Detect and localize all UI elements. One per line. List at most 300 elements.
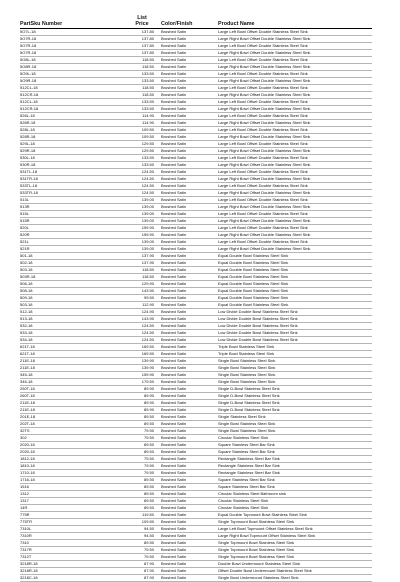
product-name-cell: Circular Stainless Steel Bathroom sink — [218, 491, 287, 496]
list-price-cell: 124.50 — [141, 323, 154, 328]
list-price-cell: 89.50 — [143, 477, 154, 482]
product-name-cell: Equal Double Bowl Stainless Steel Sink — [218, 288, 289, 293]
color-finish-cell: Brushed Satin — [161, 393, 187, 398]
table-row — [20, 218, 372, 225]
table-row — [20, 309, 372, 316]
color-finish-cell: Brushed Satin — [161, 162, 187, 167]
list-price-cell: 94.50 — [143, 526, 154, 531]
product-name-cell: Circular Stainless Steel Sink — [218, 505, 269, 510]
table-row — [20, 169, 372, 176]
table-row — [20, 365, 372, 372]
part-number-cell: 775R — [20, 512, 30, 517]
product-name-cell: Equal Double Bowl Stainless Steel Sink — [218, 274, 289, 279]
color-finish-cell: Brushed Satin — [161, 512, 187, 517]
table-row — [20, 400, 372, 407]
part-number-cell: 346-18 — [20, 379, 33, 384]
color-finish-cell: Brushed Satin — [161, 484, 187, 489]
list-price-cell: 139.90 — [141, 358, 154, 363]
part-number-cell: 521R — [20, 246, 30, 251]
product-name-cell: Large Left Bowl Offset Double Stainless Steel Sink — [218, 29, 308, 34]
part-number-cell: 1312 — [20, 491, 29, 496]
color-finish-cell: Brushed Satin — [161, 330, 187, 335]
part-number-cell: 250T-18 — [20, 386, 35, 391]
part-number-cell: 513-18 — [20, 316, 33, 321]
part-number-cell: 5O7R-18 — [20, 43, 37, 48]
table-row — [20, 491, 372, 498]
list-price-cell: 124.50 — [141, 330, 154, 335]
part-number-cell: 5O8L-18 — [20, 57, 36, 62]
list-price-cell: 124.50 — [141, 337, 154, 342]
list-price-cell: 118.50 — [142, 57, 154, 62]
part-number-cell: 5O9L-18 — [20, 71, 36, 76]
part-number-cell: 1716-18 — [20, 477, 35, 482]
list-price-cell: 89.50 — [143, 421, 154, 426]
product-name-cell: Single D-Bowl Stainless Steel Sink — [218, 386, 280, 391]
list-price-cell: 89.50 — [143, 498, 154, 503]
color-finish-cell: Brushed Satin — [161, 309, 187, 314]
list-price-cell: 79.50 — [143, 554, 154, 559]
product-name-cell: Large Left Bowl Offset Double Stainless Steel Sink — [218, 155, 308, 160]
color-finish-cell: Brushed Satin — [161, 134, 187, 139]
product-name-cell: Large Right Bowl Offset Double Stainless Steel Sink — [218, 64, 311, 69]
product-name-cell: Square Stainless Steel Bar Sink — [218, 449, 275, 454]
product-name-cell: Large Left Bowl Offset Double Stainless Steel Sink — [218, 211, 308, 216]
color-finish-cell: Brushed Satin — [161, 155, 187, 160]
table-row — [20, 78, 372, 85]
list-price-cell: 79.50 — [143, 547, 154, 552]
color-finish-cell: Brushed Satin — [161, 204, 187, 209]
color-finish-cell: Brushed Satin — [161, 183, 187, 188]
product-name-cell: Large Left Bowl Offset Double Stainless Steel Sink — [218, 43, 308, 48]
list-price-cell: 89.50 — [143, 484, 154, 489]
table-row — [20, 484, 372, 491]
table-row — [20, 36, 372, 43]
product-name-cell: Large Left Bowl Offset Double Stainless Steel Sink — [218, 239, 308, 244]
product-name-cell: Large Right Bowl Offset Double Stainless Steel Sink — [218, 190, 311, 195]
product-name-cell: Equal Double Bowl Stainless Steel Sink — [218, 253, 289, 258]
color-finish-cell: Brushed Satin — [161, 106, 187, 111]
color-finish-cell: Brushed Satin — [161, 232, 187, 237]
list-price-cell: 89.50 — [143, 414, 154, 419]
list-price-cell: 118.50 — [142, 85, 154, 90]
color-finish-cell: Brushed Satin — [161, 456, 187, 461]
list-price-cell: 139.90 — [141, 365, 154, 370]
list-price-cell: 94.50 — [143, 533, 154, 538]
color-finish-cell: Brushed Satin — [161, 316, 187, 321]
part-number-cell: 531TL-18 — [20, 169, 38, 174]
part-number-cell: 7310L — [20, 526, 32, 531]
product-name-cell: Single Bowl Stainless Steel Sink — [218, 372, 276, 377]
product-name-cell: Single D-Bowl Stainless Steel Sink — [218, 407, 280, 412]
table-row — [20, 407, 372, 414]
product-name-cell: Double Bowl Undermount Stainless Steel Sink — [218, 561, 301, 566]
product-name-cell: Equal Double Bowl Stainless Steel Sink — [218, 281, 289, 286]
color-finish-cell: Brushed Satin — [161, 463, 187, 468]
product-name-cell: Single Bowl Stainless Steel Sink — [218, 428, 276, 433]
part-number-cell: 512-18 — [20, 309, 33, 314]
list-price-cell: 99.50 — [143, 295, 154, 300]
product-name-cell: Single Topmount Bowl Stainless Steel Sink — [218, 547, 294, 552]
part-number-cell: 260T-18 — [20, 393, 35, 398]
product-name-cell: Square Stainless Steel Bar Sink — [218, 484, 275, 489]
color-finish-cell: Brushed Satin — [161, 64, 187, 69]
table-row — [20, 64, 372, 71]
part-number-cell: 529L-18 — [20, 141, 35, 146]
list-price-cell: 79.50 — [143, 463, 154, 468]
product-name-cell: Single Bowl Stainless Steel Sink — [218, 365, 276, 370]
part-number-cell: 512CL-18 — [20, 85, 38, 90]
list-price-cell: 79.50 — [143, 428, 154, 433]
color-finish-cell: Brushed Satin — [161, 169, 187, 174]
list-price-cell: 124.90 — [141, 309, 154, 314]
table-row — [20, 274, 372, 281]
table-row — [20, 414, 372, 421]
part-number-cell: 503-18 — [20, 302, 33, 307]
color-finish-cell: Brushed Satin — [161, 36, 187, 41]
color-finish-cell: Brushed Satin — [161, 470, 187, 475]
product-name-cell: Equal Double Bowl Stainless Steel Sink — [218, 267, 289, 272]
color-finish-cell: Brushed Satin — [161, 407, 187, 412]
product-name-cell: Large Right Bowl Offset Double Stainless Steel Sink — [218, 120, 311, 125]
color-finish-cell: Brushed Satin — [161, 561, 187, 566]
table-row — [20, 57, 372, 64]
table-row — [20, 302, 372, 309]
table-row — [20, 428, 372, 435]
table-row — [20, 421, 372, 428]
table-row — [20, 540, 372, 547]
part-number-cell: 521L — [20, 239, 29, 244]
part-number-cell: 526R-18 — [20, 120, 36, 125]
product-name-cell: Single Stainless Steel Sink — [218, 414, 266, 419]
list-price-cell: 109.50 — [141, 134, 154, 139]
part-number-cell: 1810-18 — [20, 463, 35, 468]
table-row — [20, 281, 372, 288]
color-finish-cell: Brushed Satin — [161, 358, 187, 363]
table-row — [20, 134, 372, 141]
table-row — [20, 554, 372, 561]
table-row — [20, 211, 372, 218]
list-price-cell: 109.50 — [141, 519, 154, 524]
part-number-cell: 211E-18 — [20, 400, 35, 405]
table-row — [20, 29, 372, 36]
list-price-cell: 139.00 — [141, 218, 154, 223]
list-price-cell: 119.50 — [142, 512, 154, 517]
color-finish-cell: Brushed Satin — [161, 365, 187, 370]
part-number-cell: 529R-18 — [20, 148, 36, 153]
list-price-cell: 137.80 — [141, 43, 154, 48]
part-number-cell: 2020-18 — [20, 442, 35, 447]
table-row — [20, 183, 372, 190]
color-finish-cell: Brushed Satin — [161, 260, 187, 265]
color-finish-cell: Brushed Satin — [161, 176, 187, 181]
table-row — [20, 316, 372, 323]
color-finish-cell: Brushed Satin — [161, 540, 187, 545]
table-row — [20, 232, 372, 239]
part-number-cell: 533-18 — [20, 330, 33, 335]
list-price-cell: 87.90 — [143, 575, 154, 580]
product-name-cell: Large Right Bowl Offset Double Stainless Steel Sink — [218, 218, 311, 223]
table-row — [20, 92, 372, 99]
list-price-cell: 89.90 — [143, 400, 154, 405]
part-number-cell: 501-18 — [20, 253, 33, 258]
color-finish-cell: Brushed Satin — [161, 379, 187, 384]
table-row — [20, 358, 372, 365]
table-row — [20, 470, 372, 477]
part-number-cell: 211E-18 — [20, 365, 35, 370]
list-price-cell: 89.50 — [143, 442, 154, 447]
list-price-cell: 114.90 — [142, 120, 154, 125]
header-list-price: List Price — [135, 15, 149, 27]
table-row — [20, 253, 372, 260]
color-finish-cell: Brushed Satin — [161, 351, 187, 356]
table-row — [20, 337, 372, 344]
part-number-cell: 506-18 — [20, 281, 33, 286]
color-finish-cell: Brushed Satin — [161, 253, 187, 258]
table-header — [20, 6, 372, 29]
part-number-cell: 302 — [20, 435, 27, 440]
header-part-number: PartSku Number — [20, 21, 63, 27]
product-name-cell: Rectangle Stainless Steel Bar Sink — [218, 463, 280, 468]
list-price-cell: 89.50 — [143, 540, 154, 545]
color-finish-cell: Brushed Satin — [161, 85, 187, 90]
part-number-cell: 520L — [20, 225, 29, 230]
part-number-cell: 515L — [20, 211, 29, 216]
list-price-cell: 139.00 — [141, 211, 154, 216]
product-name-cell: Triple Bowl Stainless Steel Sink — [218, 351, 275, 356]
table-row — [20, 260, 372, 267]
color-finish-cell: Brushed Satin — [161, 526, 187, 531]
part-number-cell: 621T-18 — [20, 344, 35, 349]
table-row — [20, 85, 372, 92]
part-number-cell: 1317 — [20, 498, 29, 503]
color-finish-cell: Brushed Satin — [161, 575, 187, 580]
list-price-cell: 159.90 — [141, 232, 154, 237]
color-finish-cell: Brushed Satin — [161, 218, 187, 223]
list-price-cell: 137.80 — [141, 50, 154, 55]
product-name-cell: Single Bowl Stainless Steel Sink — [218, 379, 276, 384]
product-name-cell: Large Right Bowl Offset Double Stainless Steel Sink — [218, 50, 311, 55]
color-finish-cell: Brushed Satin — [161, 372, 187, 377]
table-row — [20, 120, 372, 127]
color-finish-cell: Brushed Satin — [161, 197, 187, 202]
color-finish-cell: Brushed Satin — [161, 449, 187, 454]
list-price-cell: 118.50 — [142, 267, 154, 272]
table-row — [20, 127, 372, 134]
table-row — [20, 148, 372, 155]
part-number-cell: 503-18 — [20, 267, 33, 272]
table-row — [20, 575, 372, 582]
list-price-cell: 143.90 — [141, 288, 154, 293]
color-finish-cell: Brushed Satin — [161, 211, 187, 216]
list-price-cell: 137.90 — [141, 253, 154, 258]
part-number-cell: 3218C-18 — [20, 575, 38, 580]
color-finish-cell: Brushed Satin — [161, 50, 187, 55]
table-row — [20, 113, 372, 120]
part-number-cell: 621T-18 — [20, 351, 35, 356]
table-row — [20, 71, 372, 78]
table-row — [20, 246, 372, 253]
color-finish-cell: Brushed Satin — [161, 400, 187, 405]
color-finish-cell: Brushed Satin — [161, 281, 187, 286]
list-price-cell: 133.50 — [141, 71, 154, 76]
part-number-cell: 3218R-18 — [20, 561, 38, 566]
product-name-cell: Single Topmount Bowl Stainless Steel Sink — [218, 540, 294, 545]
product-name-cell: Square Stainless Steel Bar Sink — [218, 442, 275, 447]
product-name-cell: Single Bowl Undermount Stainless Steel Sink — [218, 575, 299, 580]
price-list-sheet — [20, 6, 372, 582]
list-price-cell: 124.50 — [141, 169, 154, 174]
product-name-cell: Single Bowl Stainless Steel Sink — [218, 358, 276, 363]
part-number-cell: 512CR-18 — [20, 106, 39, 111]
part-number-cell: 526L-18 — [20, 113, 35, 118]
product-name-cell: Rectangle Stainless Steel Bar Sink — [218, 470, 280, 475]
part-number-cell: 3218R-18 — [20, 568, 38, 573]
product-name-cell: Large Right Bowl Offset Double Stainless Steel Sink — [218, 36, 311, 41]
list-price-cell: 79.50 — [143, 470, 154, 475]
product-name-cell: Large Left Bowl Offset Double Stainless Steel Sink — [218, 71, 308, 76]
table-row — [20, 225, 372, 232]
product-name-cell: Large Left Bowl Offset Double Stainless Steel Sink — [218, 197, 308, 202]
table-row — [20, 197, 372, 204]
color-finish-cell: Brushed Satin — [161, 505, 187, 510]
color-finish-cell: Brushed Satin — [161, 225, 187, 230]
table-row — [20, 442, 372, 449]
list-price-cell: 133.50 — [141, 99, 154, 104]
part-number-cell: 520R — [20, 232, 30, 237]
color-finish-cell: Brushed Satin — [161, 127, 187, 132]
color-finish-cell: Brushed Satin — [161, 498, 187, 503]
color-finish-cell: Brushed Satin — [161, 288, 187, 293]
list-price-cell: 124.50 — [141, 190, 154, 195]
list-price-cell: 112.90 — [142, 302, 154, 307]
part-number-cell: 530R-18 — [20, 162, 36, 167]
product-name-cell: Large Left Bowl Offset Double Stainless Steel Sink — [218, 141, 308, 146]
product-name-cell: Low Divide Double Bowl Stainless Steel Sink — [218, 337, 298, 342]
product-name-cell: Single Topmount Bowl Stainless Steel Sink — [218, 554, 294, 559]
product-name-cell: Large Left Bowl Offset Double Stainless Steel Sink — [218, 57, 308, 62]
color-finish-cell: Brushed Satin — [161, 92, 187, 97]
list-price-cell: 133.50 — [141, 155, 154, 160]
part-number-cell: 533TR-18 — [20, 190, 38, 195]
product-name-cell: Large Left Bowl Offset Double Stainless Steel Sink — [218, 113, 308, 118]
table-row — [20, 477, 372, 484]
part-number-cell: 1516 — [20, 484, 29, 489]
part-number-cell: 7317R — [20, 547, 32, 552]
list-price-cell: 139.00 — [141, 197, 154, 202]
list-price-cell: 139.00 — [141, 246, 154, 251]
product-name-cell: Large Right Bowl Offset Double Stainless Steel Sink — [218, 204, 311, 209]
list-price-cell: 118.50 — [142, 92, 154, 97]
color-finish-cell: Brushed Satin — [161, 302, 187, 307]
product-name-cell: Low Divide Double Bowl Stainless Steel Sink — [218, 316, 298, 321]
list-price-cell: 114.90 — [142, 113, 154, 118]
table-row — [20, 533, 372, 540]
part-number-cell: 509-18 — [20, 295, 33, 300]
list-price-cell: 129.50 — [141, 141, 154, 146]
list-price-cell: 159.90 — [141, 225, 154, 230]
list-price-cell: 89.50 — [143, 505, 154, 510]
table-row — [20, 386, 372, 393]
product-name-cell: Large Right Bowl Offset Double Stainless Steel Sink — [218, 232, 311, 237]
list-price-cell: 109.50 — [141, 127, 154, 132]
part-number-cell: 508-18 — [20, 288, 33, 293]
product-name-cell: Large Left Bowl Topmount Offset Stainless Steel Sink — [218, 526, 313, 531]
table-row — [20, 155, 372, 162]
list-price-cell: 124.50 — [141, 183, 154, 188]
color-finish-cell: Brushed Satin — [161, 421, 187, 426]
table-row — [20, 99, 372, 106]
table-row — [20, 330, 372, 337]
list-price-cell: 143.90 — [141, 316, 154, 321]
product-name-cell: Single Bowl Stainless Steel Sink — [218, 421, 276, 426]
list-price-cell: 137.80 — [141, 36, 154, 41]
color-finish-cell: Brushed Satin — [161, 323, 187, 328]
table-row — [20, 344, 372, 351]
table-row — [20, 505, 372, 512]
color-finish-cell: Brushed Satin — [161, 547, 187, 552]
product-name-cell: Equal Double Bowl Stainless Steel Sink — [218, 302, 289, 307]
product-name-cell: Large Right Bowl Offset Double Stainless Steel Sink — [218, 92, 311, 97]
list-price-cell: 89.50 — [143, 491, 154, 496]
list-price-cell: 129.50 — [141, 148, 154, 153]
color-finish-cell: Brushed Satin — [161, 295, 187, 300]
part-number-cell: 345-18 — [20, 372, 33, 377]
product-name-cell: Large Right Bowl Offset Double Stainless Steel Sink — [218, 176, 311, 181]
table-row — [20, 204, 372, 211]
table-row — [20, 449, 372, 456]
product-name-cell: Large Right Bowl Offset Double Stainless Steel Sink — [218, 148, 311, 153]
product-name-cell: Equal Double Bowl Stainless Steel Sink — [218, 295, 289, 300]
color-finish-cell: Brushed Satin — [161, 141, 187, 146]
color-finish-cell: Brushed Satin — [161, 99, 187, 104]
list-price-cell: 133.50 — [141, 162, 154, 167]
color-finish-cell: Brushed Satin — [161, 533, 187, 538]
header-color-finish: Color/Finish — [161, 21, 193, 27]
color-finish-cell: Brushed Satin — [161, 267, 187, 272]
table-row — [20, 463, 372, 470]
color-finish-cell: Brushed Satin — [161, 120, 187, 125]
part-number-cell: 528L-18 — [20, 127, 35, 132]
color-finish-cell: Brushed Satin — [161, 274, 187, 279]
list-price-cell: 137.90 — [141, 260, 154, 265]
table-row — [20, 547, 372, 554]
color-finish-cell: Brushed Satin — [161, 554, 187, 559]
part-number-cell: 534-18 — [20, 337, 33, 342]
product-name-cell: Low Divide Double Bowl Stainless Steel Sink — [218, 309, 298, 314]
table-row — [20, 379, 372, 386]
product-name-cell: Large Left Bowl Offset Double Stainless Steel Sink — [218, 127, 308, 132]
part-number-cell: 7310 — [20, 540, 29, 545]
part-number-cell: 502-18 — [20, 260, 33, 265]
product-name-cell: Square Stainless Steel Bar Sink — [218, 477, 275, 482]
table-row — [20, 190, 372, 197]
color-finish-cell: Brushed Satin — [161, 414, 187, 419]
list-price-cell: 133.50 — [141, 78, 154, 83]
product-name-cell: Low Divide Double Bowl Stainless Steel Sink — [218, 323, 298, 328]
color-finish-cell: Brushed Satin — [161, 148, 187, 153]
color-finish-cell: Brushed Satin — [161, 29, 187, 34]
table-row — [20, 162, 372, 169]
color-finish-cell: Brushed Satin — [161, 568, 187, 573]
color-finish-cell: Brushed Satin — [161, 344, 187, 349]
product-name-cell: Equal Double Topmount Bowl Stainless Steel Sink — [218, 512, 307, 517]
part-number-cell: 5O8R-18 — [20, 64, 37, 69]
list-price-cell: 79.50 — [143, 435, 154, 440]
list-price-cell: 169.50 — [141, 351, 154, 356]
list-price-cell: 139.00 — [141, 239, 154, 244]
part-number-cell: 1710-18 — [20, 470, 35, 475]
part-number-cell: 528R-18 — [20, 134, 36, 139]
